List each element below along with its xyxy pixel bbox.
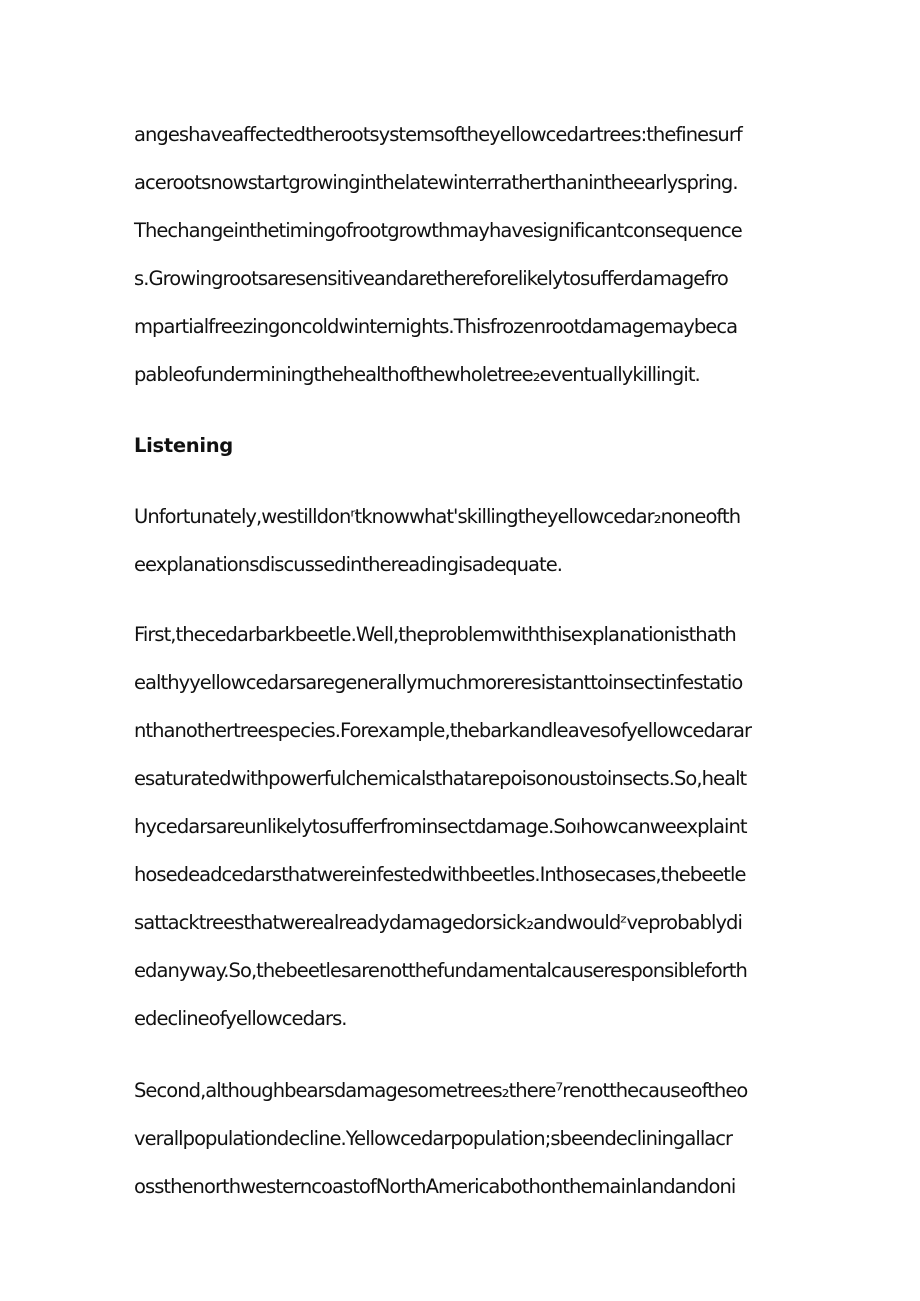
second-point-line: verallpopulationdecline.Yellowcedarpopulation;sbeendecliningallacr <box>134 1127 733 1150</box>
intro-line: eexplanationsdiscussedinthereadingisadequate. <box>134 553 563 576</box>
reading-line: s.Growingrootsaresensitiveandarethereforelikelytosufferdamagefro <box>134 267 728 290</box>
reading-line: mpartialfreezingoncoldwinternights.Thisfrozenrootdamagemaybeca <box>134 315 738 338</box>
intro-line: Unfortunately,westilldonʳtknowwhat'skillingtheyellowcedar₂noneofth <box>134 505 741 528</box>
reading-line: acerootsnowstartgrowinginthelatewinterratherthanintheearlyspring. <box>134 171 738 194</box>
second-point-line: Second,althoughbearsdamagesometrees₂there⁷renotthecauseoftheo <box>134 1079 748 1102</box>
first-point-line: ealthyyellowcedarsaregenerallymuchmoreresistanttoinsectinfestatio <box>134 671 743 694</box>
second-point-line: ossthenorthwesterncoastofNorthAmericabothonthemainlandandoni <box>134 1175 736 1198</box>
first-point-line: nthanothertreespecies.Forexample,thebarkandleavesofyellowcedarar <box>134 719 752 742</box>
reading-line: Thechangeinthetimingofrootgrowthmayhavesignificantconsequence <box>134 219 742 242</box>
section-heading-listening: Listening <box>134 434 233 457</box>
first-point-line: hosedeadcedarsthatwereinfestedwithbeetles.Inthosecases,thebeetle <box>134 863 746 886</box>
first-point-line: edeclineofyellowcedars. <box>134 1007 347 1030</box>
first-point-line: esaturatedwithpowerfulchemicalsthatarepoisonoustoinsects.So,healt <box>134 767 747 790</box>
reading-line: angeshaveaffectedtherootsystemsoftheyellowcedartrees:thefinesurf <box>134 123 742 146</box>
first-point-line: sattacktreesthatwerealreadydamagedorsick₂andwouldᶻveprobablydi <box>134 911 742 934</box>
first-point-line: edanyway.So,thebeetlesarenotthefundamentalcauseresponsibleforth <box>134 959 747 982</box>
first-point-line: First,thecedarbarkbeetle.Well,theproblemwiththisexplanationisthath <box>134 623 736 646</box>
first-point-line: hycedarsareunlikelytosufferfrominsectdamage.Soıhowcanweexplaint <box>134 815 747 838</box>
reading-line: pableofunderminingthehealthofthewholetree₂eventuallykillingit. <box>134 363 700 386</box>
